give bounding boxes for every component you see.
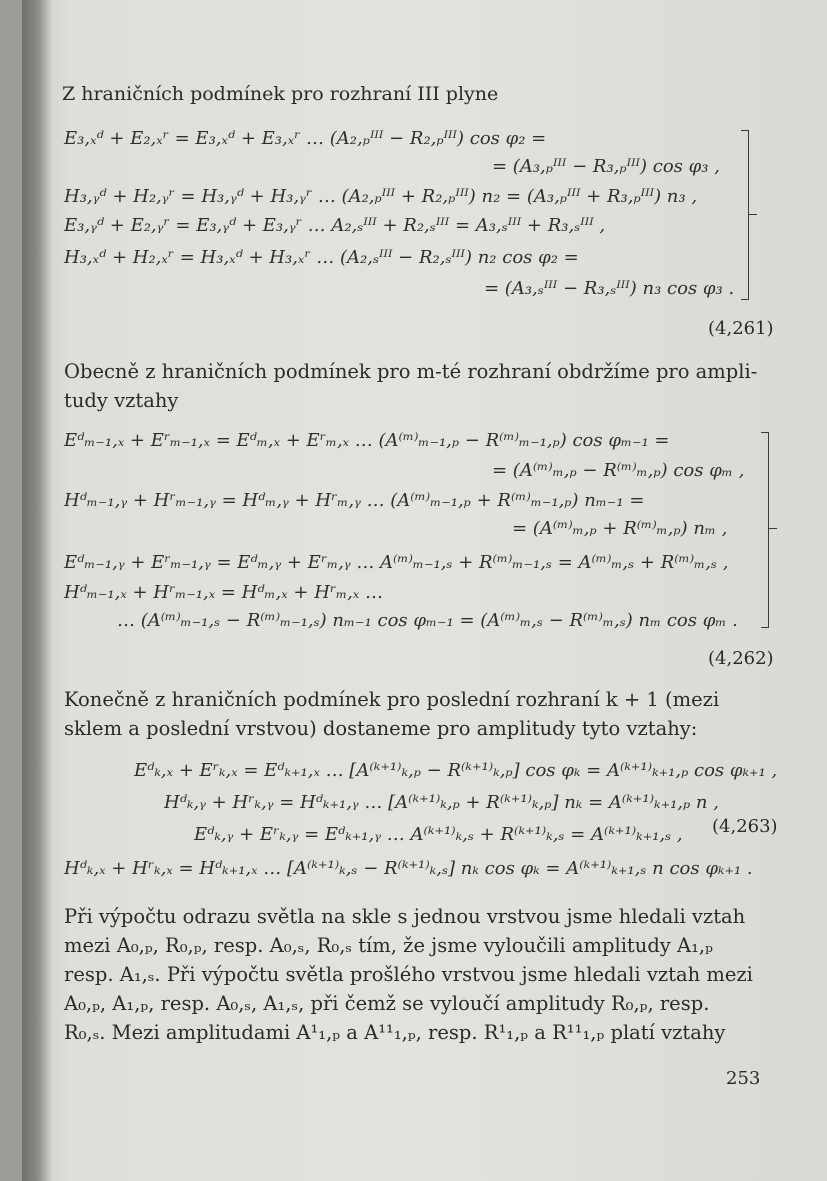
eq-261-line: = (A₃,ₛᴵᴵᴵ − R₃,ₛᴵᴵᴵ) n₃ cos φ₃ . [484, 278, 735, 299]
eq-262-line: = (A⁽ᵐ⁾ₘ,ₚ + R⁽ᵐ⁾ₘ,ₚ) nₘ , [512, 518, 728, 539]
paragraph-line: Při výpočtu odrazu světla na skle s jednou vrstvou jsme hledali vztah [64, 905, 746, 928]
binding-shadow [22, 0, 52, 1181]
paragraph-line: A₀,ₚ, A₁,ₚ, resp. A₀,ₛ, A₁,ₛ, při čemž se vyloučí amplitudy R₀,ₚ, resp. [64, 992, 710, 1015]
paragraph-line: sklem a poslední vrstvou) dostaneme pro amplitudy tyto vztahy: [64, 717, 698, 740]
paragraph-last [64, 685, 780, 743]
eq-261-line: H₃,ᵧᵈ + H₂,ᵧʳ = H₃,ᵧᵈ + H₃,ᵧʳ … (A₂,ₚᴵᴵᴵ + R₂,ₚᴵᴵᴵ) n₂ = (A₃,ₚᴵᴵᴵ + R₃,ₚᴵᴵᴵ) n₃ , [64, 186, 698, 207]
eq-262-line: Eᵈₘ₋₁,ₓ + Eʳₘ₋₁,ₓ = Eᵈₘ,ₓ + Eʳₘ,ₓ … (A⁽ᵐ⁾ₘ₋₁,ₚ − R⁽ᵐ⁾ₘ₋₁,ₚ) cos φₘ₋₁ = [64, 430, 670, 451]
eq-263-line: Hᵈₖ,ᵧ + Hʳₖ,ᵧ = Hᵈₖ₊₁,ᵧ … [A⁽ᵏ⁺¹⁾ₖ,ₚ + R⁽ᵏ⁺¹⁾ₖ,ₚ] nₖ = A⁽ᵏ⁺¹⁾ₖ₊₁,ₚ n , [164, 792, 719, 813]
paragraph-line: Obecně z hraničních podmínek pro m-té rozhraní obdržíme pro ampli- [64, 360, 758, 383]
intro-line-III: Z hraničních podmínek pro rozhraní III plyne [62, 83, 499, 105]
equation-number: (4,262) [708, 648, 774, 669]
paragraph-line: mezi A₀,ₚ, R₀,ₚ, resp. A₀,ₛ, R₀,ₛ tím, že jsme vyloučili amplitudy A₁,ₚ [64, 934, 713, 957]
paragraph-reflection [64, 902, 780, 1047]
paragraph-line: tudy vztahy [64, 389, 179, 412]
eq-263-line: Eᵈₖ,ₓ + Eʳₖ,ₓ = Eᵈₖ₊₁,ₓ … [A⁽ᵏ⁺¹⁾ₖ,ₚ − R⁽ᵏ⁺¹⁾ₖ,ₚ] cos φₖ = A⁽ᵏ⁺¹⁾ₖ₊₁,ₚ cos φₖ₊₁ , [134, 760, 778, 781]
eq-261-line: = (A₃,ₚᴵᴵᴵ − R₃,ₚᴵᴵᴵ) cos φ₃ , [492, 156, 720, 177]
paragraph-general [64, 357, 780, 415]
right-brace [738, 130, 749, 300]
eq-263-line: Hᵈₖ,ₓ + Hʳₖ,ₓ = Hᵈₖ₊₁,ₓ … [A⁽ᵏ⁺¹⁾ₖ,ₛ − R⁽ᵏ⁺¹⁾ₖ,ₛ] nₖ cos φₖ = A⁽ᵏ⁺¹⁾ₖ₊₁,ₛ n cos φₖ₊₁ . [64, 858, 753, 879]
page-number: 253 [726, 1068, 761, 1089]
eq-262-line: Eᵈₘ₋₁,ᵧ + Eʳₘ₋₁,ᵧ = Eᵈₘ,ᵧ + Eʳₘ,ᵧ … A⁽ᵐ⁾ₘ₋₁,ₛ + R⁽ᵐ⁾ₘ₋₁,ₛ = A⁽ᵐ⁾ₘ,ₛ + R⁽ᵐ⁾ₘ,ₛ , [64, 552, 729, 573]
paragraph-line: resp. A₁,ₛ. Při výpočtu světla prošlého vrstvou jsme hledali vztah mezi [64, 963, 753, 986]
eq-263-line: Eᵈₖ,ᵧ + Eʳₖ,ᵧ = Eᵈₖ₊₁,ᵧ … A⁽ᵏ⁺¹⁾ₖ,ₛ + R⁽ᵏ⁺¹⁾ₖ,ₛ = A⁽ᵏ⁺¹⁾ₖ₊₁,ₛ , [194, 824, 683, 845]
eq-261-line: E₃,ₓᵈ + E₂,ₓʳ = E₃,ₓᵈ + E₃,ₓʳ … (A₂,ₚᴵᴵᴵ − R₂,ₚᴵᴵᴵ) cos φ₂ = [64, 128, 547, 149]
eq-261-line: H₃,ₓᵈ + H₂,ₓʳ = H₃,ₓᵈ + H₃,ₓʳ … (A₂,ₛᴵᴵᴵ − R₂,ₛᴵᴵᴵ) n₂ cos φ₂ = [64, 247, 579, 268]
eq-261-line: E₃,ᵧᵈ + E₂,ᵧʳ = E₃,ᵧᵈ + E₃,ᵧʳ … A₂,ₛᴵᴵᴵ + R₂,ₛᴵᴵᴵ = A₃,ₛᴵᴵᴵ + R₃,ₛᴵᴵᴵ , [64, 215, 606, 236]
page [22, 0, 827, 1181]
paragraph-line: Konečně z hraničních podmínek pro poslední rozhraní k + 1 (mezi [64, 688, 720, 711]
eq-262-line: … (A⁽ᵐ⁾ₘ₋₁,ₛ − R⁽ᵐ⁾ₘ₋₁,ₛ) nₘ₋₁ cos φₘ₋₁ = (A⁽ᵐ⁾ₘ,ₛ − R⁽ᵐ⁾ₘ,ₛ) nₘ cos φₘ . [117, 610, 738, 631]
eq-262-line: Hᵈₘ₋₁,ᵧ + Hʳₘ₋₁,ᵧ = Hᵈₘ,ᵧ + Hʳₘ,ᵧ … (A⁽ᵐ⁾ₘ₋₁,ₚ + R⁽ᵐ⁾ₘ₋₁,ₚ) nₘ₋₁ = [64, 490, 645, 511]
eq-262-line: Hᵈₘ₋₁,ₓ + Hʳₘ₋₁,ₓ = Hᵈₘ,ₓ + Hʳₘ,ₓ … [64, 582, 384, 603]
eq-262-line: = (A⁽ᵐ⁾ₘ,ₚ − R⁽ᵐ⁾ₘ,ₚ) cos φₘ , [492, 460, 745, 481]
paragraph-line: R₀,ₛ. Mezi amplitudami A¹₁,ₚ a A¹¹₁,ₚ, resp. R¹₁,ₚ a R¹¹₁,ₚ platí vztahy [64, 1021, 726, 1044]
right-brace [758, 432, 769, 628]
equation-number: (4,263) [712, 816, 778, 837]
equation-number: (4,261) [708, 318, 774, 339]
